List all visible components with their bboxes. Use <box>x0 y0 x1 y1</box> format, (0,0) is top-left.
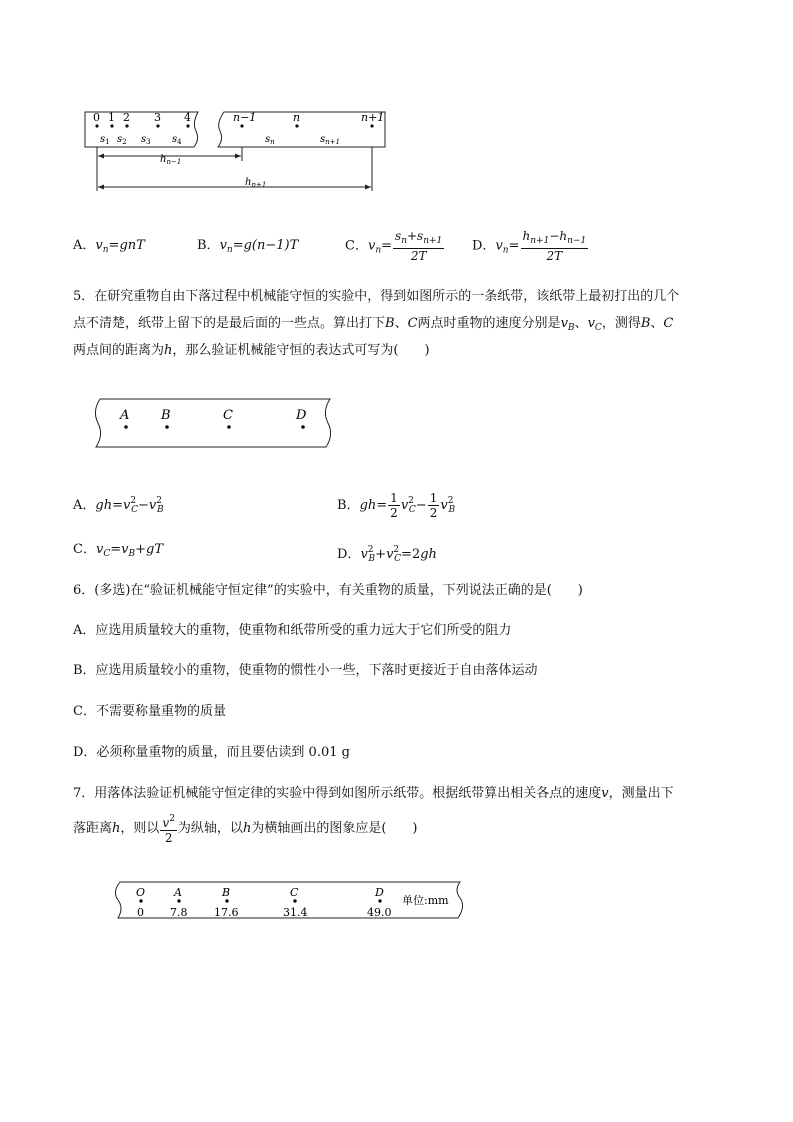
q5-option-b[interactable]: B．gh= $\frac{1}{2}$ $v^2_C-$ $\frac{1}{2}$ $v^2_B$ <box>337 491 456 520</box>
s-sub: 2 <box>122 138 127 146</box>
tape-label: 1 <box>108 111 115 124</box>
s-sub: n+1 <box>325 138 340 146</box>
s-label: s <box>141 134 147 145</box>
tape-label: B <box>222 886 231 899</box>
svg-text:sn+1 <box>320 134 340 146</box>
tape-dot-c <box>293 899 296 902</box>
tape-dot-d <box>378 899 381 902</box>
s-sub: 1 <box>105 138 110 146</box>
s-label: s <box>100 134 106 145</box>
svg-text:hn+1 <box>245 177 266 189</box>
q6-option-b[interactable]: B．应选用质量较小的重物，使重物的惯性小一些，下落时更接近于自由落体运动 <box>73 663 538 678</box>
q5-stem-line1: 5．在研究重物自由下落过程中机械能守恒的实验中，得到如图所示的一条纸带，该纸带上最初打出的几个 <box>73 289 680 304</box>
q7-stem-line2: 落距离h，则以 $\frac{v^2}{2}$ 为纵轴，以h为横轴画出的图象应是( ) <box>73 814 418 845</box>
tape-dot-b <box>165 425 169 429</box>
tape-dot-3 <box>156 124 159 127</box>
tape-label: n+1 <box>361 111 385 124</box>
q5-option-a[interactable]: A．$gh=v^2_C-v^2_B$ <box>73 496 164 515</box>
q5-option-d[interactable]: D．$v^2_B+v^2_C=2gh$ <box>337 545 437 564</box>
q7-stem-line1: 7．用落体法验证机械能守恒定律的实验中得到如图所示纸带。根据纸带算出相关各点的速度v，测量出下 <box>73 786 674 801</box>
s-sub: 4 <box>177 138 182 146</box>
tape-figure-q7 <box>108 878 468 926</box>
tape-label: C <box>290 886 299 899</box>
q4-option-b[interactable]: B．$v_n=g(n-1)T$ <box>197 238 299 255</box>
tape-value: 0 <box>137 906 144 919</box>
tape-dot-4 <box>186 124 189 127</box>
tape-figure-q5 <box>90 395 340 453</box>
s-label: s <box>117 134 123 145</box>
q5-stem-line2: 点不清楚，纸带上留下的是最后面的一些点。算出打下B、C两点时重物的速度分别是$v_B$、$v_C$，测得B、C <box>73 316 674 333</box>
s-sub: 3 <box>146 138 151 146</box>
q6-option-d[interactable]: D．必须称量重物的质量，而且要估读到 0.01 g <box>73 745 350 760</box>
q6-stem: 6．(多选)在“验证机械能守恒定律”的实验中，有关重物的质量，下列说法正确的是( ) <box>73 583 583 598</box>
tape-dot-2 <box>125 124 128 127</box>
tape-label: D <box>296 408 307 423</box>
svg-text:s1 <box>100 134 110 146</box>
tape-label: 2 <box>123 111 130 124</box>
q4-option-d[interactable]: D．$v_n=$ $\frac{h_{n+1}-h_{n-1}}{2T}$ <box>472 229 587 263</box>
tape-dot-a <box>124 425 128 429</box>
tape-label: O <box>136 886 146 899</box>
s-sub: n <box>270 138 275 146</box>
tape-dot-0 <box>95 124 98 127</box>
q5-option-c[interactable]: C．$v_C=v_B+gT$ <box>73 542 163 559</box>
tape-label: n <box>293 111 301 124</box>
tape-value: 7.8 <box>170 906 188 919</box>
q6-option-c[interactable]: C．不需要称量重物的质量 <box>73 704 226 719</box>
s-label: s <box>172 134 178 145</box>
unit-label: 单位:mm <box>402 894 449 907</box>
tape-label: 3 <box>154 111 161 124</box>
tape-dot-n <box>295 124 298 127</box>
tape-dot-o <box>139 899 142 902</box>
s-label: s <box>265 134 271 145</box>
tape-label: B <box>161 408 171 423</box>
tape-label: 0 <box>93 111 100 124</box>
h-sub: n+1 <box>251 181 267 189</box>
tape-dot-a <box>177 899 180 902</box>
tape-label: A <box>174 886 182 899</box>
h-sub: n−1 <box>166 158 182 166</box>
fraction: $\frac{h_{n+1}-h_{n-1}}{2T}$ <box>522 229 587 263</box>
tape-figure-q4 <box>80 105 400 195</box>
tape-label: C <box>223 408 233 423</box>
tape-dot-c <box>227 425 231 429</box>
svg-text:s4 <box>172 134 182 146</box>
q4-option-a[interactable]: A．$v_n=gnT$ <box>73 238 145 255</box>
q6-option-a[interactable]: A．应选用质量较大的重物，使重物和纸带所受的重力远大于它们所受的阻力 <box>73 623 512 638</box>
tape-value: 49.0 <box>367 906 392 919</box>
tape-label: D <box>375 886 384 899</box>
tape-dot-n-1 <box>240 124 243 127</box>
fraction: $\frac{s_n+s_{n+1}}{2T}$ <box>395 229 443 263</box>
s-label: s <box>320 134 326 145</box>
tape-dot-1 <box>110 124 113 127</box>
tape-value: 31.4 <box>283 906 308 919</box>
svg-text:sn <box>265 134 275 146</box>
tape-value: 17.6 <box>214 906 239 919</box>
tape-dot-b <box>225 899 228 902</box>
q4-option-c[interactable]: C．$v_n=$ $\frac{s_n+s_{n+1}}{2T}$ <box>345 229 443 263</box>
tape-dot-n+1 <box>370 124 373 127</box>
h-label: h <box>245 177 252 188</box>
svg-text:s3 <box>141 134 151 146</box>
svg-text:s2 <box>117 134 127 146</box>
q5-stem-line3: 两点间的距离为h，那么验证机械能守恒的表达式可写为( ) <box>73 343 430 358</box>
tape-label: 4 <box>184 111 191 124</box>
tape-dot-d <box>301 425 305 429</box>
tape-label: n−1 <box>233 111 257 124</box>
h-label: h <box>160 154 167 165</box>
tape-label: A <box>120 408 130 423</box>
